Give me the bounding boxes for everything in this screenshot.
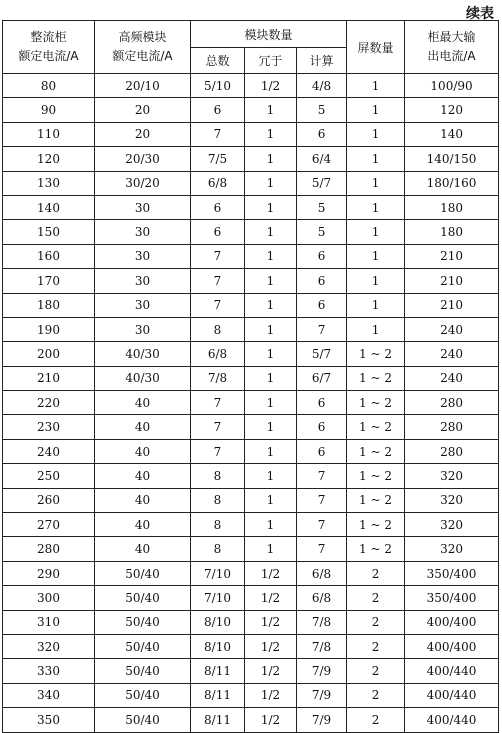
table-row xyxy=(3,439,499,463)
table-row xyxy=(3,659,499,683)
cell-max-output: 240 xyxy=(405,342,499,366)
table-row xyxy=(3,464,499,488)
cell-total: 7/8 xyxy=(191,366,245,390)
cell-calc: 7/9 xyxy=(297,683,347,707)
cell-total: 7/10 xyxy=(191,586,245,610)
cell-total: 8 xyxy=(191,513,245,537)
cell-rectifier-current: 300 xyxy=(3,586,95,610)
cell-rectifier-current: 170 xyxy=(3,269,95,293)
cell-rectifier-current: 140 xyxy=(3,195,95,219)
cell-max-output: 210 xyxy=(405,293,499,317)
cell-max-output: 120 xyxy=(405,98,499,122)
cell-redundant: 1/2 xyxy=(245,634,297,658)
cell-screens: 1 ~ 2 xyxy=(347,439,405,463)
table-row xyxy=(3,561,499,585)
header-total: 总数 xyxy=(191,48,245,74)
cell-calc: 4/8 xyxy=(297,74,347,98)
cell-total: 7/5 xyxy=(191,147,245,171)
cell-max-output: 400/400 xyxy=(405,610,499,634)
cell-calc: 5/7 xyxy=(297,171,347,195)
cell-redundant: 1 xyxy=(245,244,297,268)
table-row xyxy=(3,195,499,219)
cell-calc: 5/7 xyxy=(297,342,347,366)
cell-calc: 5 xyxy=(297,220,347,244)
table-row xyxy=(3,586,499,610)
cell-module-current: 50/40 xyxy=(95,561,191,585)
cell-max-output: 400/440 xyxy=(405,708,499,732)
table-row xyxy=(3,391,499,415)
cell-total: 7 xyxy=(191,269,245,293)
cell-screens: 2 xyxy=(347,708,405,732)
cell-max-output: 140 xyxy=(405,122,499,146)
cell-screens: 1 ~ 2 xyxy=(347,342,405,366)
cell-module-current: 20/10 xyxy=(95,74,191,98)
table-row xyxy=(3,366,499,390)
cell-calc: 7/8 xyxy=(297,634,347,658)
cell-rectifier-current: 190 xyxy=(3,317,95,341)
cell-calc: 7 xyxy=(297,537,347,561)
cell-total: 8/11 xyxy=(191,659,245,683)
cell-max-output: 350/400 xyxy=(405,561,499,585)
cell-rectifier-current: 210 xyxy=(3,366,95,390)
table-row xyxy=(3,220,499,244)
cell-rectifier-current: 200 xyxy=(3,342,95,366)
cell-rectifier-current: 220 xyxy=(3,391,95,415)
cell-max-output: 400/440 xyxy=(405,659,499,683)
table-row xyxy=(3,415,499,439)
cell-module-current: 40 xyxy=(95,415,191,439)
cell-rectifier-current: 350 xyxy=(3,708,95,732)
table-row xyxy=(3,244,499,268)
cell-redundant: 1 xyxy=(245,122,297,146)
cell-redundant: 1/2 xyxy=(245,683,297,707)
header-module-current xyxy=(95,21,191,74)
cell-calc: 7/9 xyxy=(297,659,347,683)
cell-max-output: 210 xyxy=(405,244,499,268)
header-text: 整流柜 xyxy=(30,30,67,44)
cell-rectifier-current: 340 xyxy=(3,683,95,707)
cell-module-current: 40 xyxy=(95,488,191,512)
cell-redundant: 1/2 xyxy=(245,708,297,732)
cell-screens: 1 ~ 2 xyxy=(347,537,405,561)
table-row xyxy=(3,342,499,366)
cell-redundant: 1 xyxy=(245,439,297,463)
cell-calc: 7 xyxy=(297,464,347,488)
cell-screens: 1 ~ 2 xyxy=(347,391,405,415)
cell-module-current: 20/30 xyxy=(95,147,191,171)
header-text: 高频模块 xyxy=(118,30,167,44)
cell-total: 7 xyxy=(191,415,245,439)
cell-screens: 1 xyxy=(347,98,405,122)
table-row xyxy=(3,537,499,561)
cell-screens: 1 xyxy=(347,74,405,98)
cell-module-current: 50/40 xyxy=(95,659,191,683)
cell-total: 6 xyxy=(191,220,245,244)
cell-redundant: 1/2 xyxy=(245,561,297,585)
cell-rectifier-current: 160 xyxy=(3,244,95,268)
header-module-count: 模块数量 xyxy=(191,21,347,48)
cell-module-current: 50/40 xyxy=(95,586,191,610)
cell-max-output: 280 xyxy=(405,439,499,463)
cell-max-output: 320 xyxy=(405,513,499,537)
cell-total: 8 xyxy=(191,488,245,512)
cell-screens: 1 ~ 2 xyxy=(347,464,405,488)
cell-screens: 1 ~ 2 xyxy=(347,488,405,512)
cell-max-output: 400/440 xyxy=(405,683,499,707)
cell-calc: 5 xyxy=(297,98,347,122)
table-row xyxy=(3,98,499,122)
header-redundant: 冗于 xyxy=(245,48,297,74)
cell-calc: 7 xyxy=(297,513,347,537)
cell-max-output: 100/90 xyxy=(405,74,499,98)
cell-redundant: 1 xyxy=(245,391,297,415)
cell-rectifier-current: 120 xyxy=(3,147,95,171)
cell-max-output: 210 xyxy=(405,269,499,293)
cell-max-output: 140/150 xyxy=(405,147,499,171)
cell-rectifier-current: 260 xyxy=(3,488,95,512)
cell-max-output: 180/160 xyxy=(405,171,499,195)
cell-screens: 2 xyxy=(347,610,405,634)
cell-screens: 1 xyxy=(347,293,405,317)
cell-total: 6 xyxy=(191,98,245,122)
cell-total: 8/10 xyxy=(191,634,245,658)
cell-total: 6 xyxy=(191,195,245,219)
cell-redundant: 1 xyxy=(245,171,297,195)
table-row xyxy=(3,488,499,512)
cell-redundant: 1/2 xyxy=(245,74,297,98)
cell-total: 7 xyxy=(191,244,245,268)
cell-total: 7 xyxy=(191,439,245,463)
cell-redundant: 1 xyxy=(245,342,297,366)
cell-rectifier-current: 80 xyxy=(3,74,95,98)
cell-total: 7/10 xyxy=(191,561,245,585)
cell-rectifier-current: 230 xyxy=(3,415,95,439)
cell-rectifier-current: 280 xyxy=(3,537,95,561)
cell-redundant: 1 xyxy=(245,220,297,244)
table-row xyxy=(3,513,499,537)
cell-calc: 6 xyxy=(297,269,347,293)
cell-screens: 1 xyxy=(347,147,405,171)
cell-total: 8/10 xyxy=(191,610,245,634)
cell-screens: 2 xyxy=(347,683,405,707)
cell-module-current: 30 xyxy=(95,317,191,341)
table-row xyxy=(3,293,499,317)
table-body xyxy=(3,74,499,733)
cell-calc: 7/9 xyxy=(297,708,347,732)
table-row xyxy=(3,147,499,171)
cell-rectifier-current: 330 xyxy=(3,659,95,683)
header-text: 出电流/A xyxy=(427,49,476,63)
table-row xyxy=(3,74,499,98)
table-row xyxy=(3,634,499,658)
table-row xyxy=(3,122,499,146)
cell-screens: 1 ~ 2 xyxy=(347,513,405,537)
cell-calc: 6/8 xyxy=(297,586,347,610)
cell-redundant: 1 xyxy=(245,195,297,219)
cell-rectifier-current: 180 xyxy=(3,293,95,317)
cell-calc: 6 xyxy=(297,293,347,317)
cell-module-current: 40 xyxy=(95,391,191,415)
cell-calc: 6 xyxy=(297,391,347,415)
cell-module-current: 50/40 xyxy=(95,634,191,658)
cell-calc: 7 xyxy=(297,317,347,341)
cell-rectifier-current: 150 xyxy=(3,220,95,244)
cell-redundant: 1 xyxy=(245,415,297,439)
cell-max-output: 180 xyxy=(405,220,499,244)
cell-redundant: 1/2 xyxy=(245,659,297,683)
cell-calc: 6 xyxy=(297,122,347,146)
cell-total: 8 xyxy=(191,464,245,488)
cell-redundant: 1 xyxy=(245,147,297,171)
cell-module-current: 40/30 xyxy=(95,366,191,390)
cell-screens: 2 xyxy=(347,634,405,658)
cell-calc: 6/4 xyxy=(297,147,347,171)
header-screen-count: 屏数量 xyxy=(347,21,405,74)
cell-screens: 2 xyxy=(347,561,405,585)
cell-module-current: 40/30 xyxy=(95,342,191,366)
cell-module-current: 30/20 xyxy=(95,171,191,195)
cell-module-current: 30 xyxy=(95,195,191,219)
cell-max-output: 350/400 xyxy=(405,586,499,610)
cell-calc: 5 xyxy=(297,195,347,219)
cell-rectifier-current: 110 xyxy=(3,122,95,146)
cell-max-output: 400/400 xyxy=(405,634,499,658)
cell-max-output: 240 xyxy=(405,366,499,390)
table-caption: 续表 xyxy=(466,6,494,22)
cell-redundant: 1 xyxy=(245,464,297,488)
cell-total: 6/8 xyxy=(191,342,245,366)
cell-max-output: 180 xyxy=(405,195,499,219)
table-row xyxy=(3,683,499,707)
cell-calc: 6 xyxy=(297,415,347,439)
cell-max-output: 240 xyxy=(405,317,499,341)
cell-redundant: 1 xyxy=(245,488,297,512)
cell-max-output: 320 xyxy=(405,488,499,512)
cell-max-output: 320 xyxy=(405,464,499,488)
cell-module-current: 50/40 xyxy=(95,708,191,732)
cell-module-current: 40 xyxy=(95,513,191,537)
table-row xyxy=(3,610,499,634)
cell-module-current: 40 xyxy=(95,439,191,463)
header-rectifier-current xyxy=(3,21,95,74)
cell-screens: 1 xyxy=(347,244,405,268)
header-text: 额定电流/A xyxy=(112,49,173,63)
cell-rectifier-current: 250 xyxy=(3,464,95,488)
cell-module-current: 50/40 xyxy=(95,610,191,634)
rectifier-table xyxy=(2,20,499,733)
cell-rectifier-current: 90 xyxy=(3,98,95,122)
cell-screens: 1 ~ 2 xyxy=(347,415,405,439)
cell-screens: 1 ~ 2 xyxy=(347,366,405,390)
cell-module-current: 20 xyxy=(95,122,191,146)
cell-rectifier-current: 310 xyxy=(3,610,95,634)
cell-calc: 7 xyxy=(297,488,347,512)
header-max-output xyxy=(405,21,499,74)
header-text: 额定电流/A xyxy=(18,49,79,63)
cell-screens: 2 xyxy=(347,586,405,610)
cell-redundant: 1 xyxy=(245,317,297,341)
cell-calc: 6 xyxy=(297,439,347,463)
cell-redundant: 1/2 xyxy=(245,610,297,634)
cell-max-output: 280 xyxy=(405,415,499,439)
header-text: 柜最大输 xyxy=(427,30,476,44)
cell-total: 8 xyxy=(191,537,245,561)
cell-redundant: 1 xyxy=(245,537,297,561)
cell-screens: 2 xyxy=(347,659,405,683)
cell-module-current: 40 xyxy=(95,537,191,561)
cell-screens: 1 xyxy=(347,171,405,195)
cell-redundant: 1 xyxy=(245,366,297,390)
cell-module-current: 50/40 xyxy=(95,683,191,707)
cell-screens: 1 xyxy=(347,122,405,146)
table-row xyxy=(3,171,499,195)
cell-calc: 6/7 xyxy=(297,366,347,390)
cell-module-current: 30 xyxy=(95,244,191,268)
cell-screens: 1 xyxy=(347,269,405,293)
cell-total: 6/8 xyxy=(191,171,245,195)
cell-module-current: 40 xyxy=(95,464,191,488)
cell-screens: 1 xyxy=(347,317,405,341)
cell-module-current: 20 xyxy=(95,98,191,122)
cell-total: 5/10 xyxy=(191,74,245,98)
cell-rectifier-current: 290 xyxy=(3,561,95,585)
cell-redundant: 1 xyxy=(245,293,297,317)
cell-module-current: 30 xyxy=(95,220,191,244)
cell-redundant: 1 xyxy=(245,98,297,122)
cell-screens: 1 xyxy=(347,220,405,244)
cell-rectifier-current: 270 xyxy=(3,513,95,537)
cell-redundant: 1 xyxy=(245,269,297,293)
cell-total: 7 xyxy=(191,122,245,146)
cell-calc: 6/8 xyxy=(297,561,347,585)
cell-redundant: 1/2 xyxy=(245,586,297,610)
cell-calc: 6 xyxy=(297,244,347,268)
cell-total: 8 xyxy=(191,317,245,341)
cell-max-output: 320 xyxy=(405,537,499,561)
cell-rectifier-current: 320 xyxy=(3,634,95,658)
cell-module-current: 30 xyxy=(95,293,191,317)
cell-redundant: 1 xyxy=(245,513,297,537)
table-row xyxy=(3,317,499,341)
cell-module-current: 30 xyxy=(95,269,191,293)
cell-calc: 7/8 xyxy=(297,610,347,634)
header-calc: 计算 xyxy=(297,48,347,74)
cell-total: 8/11 xyxy=(191,708,245,732)
cell-total: 7 xyxy=(191,391,245,415)
cell-total: 8/11 xyxy=(191,683,245,707)
table-row xyxy=(3,269,499,293)
cell-max-output: 280 xyxy=(405,391,499,415)
cell-rectifier-current: 240 xyxy=(3,439,95,463)
cell-total: 7 xyxy=(191,293,245,317)
cell-rectifier-current: 130 xyxy=(3,171,95,195)
cell-screens: 1 xyxy=(347,195,405,219)
